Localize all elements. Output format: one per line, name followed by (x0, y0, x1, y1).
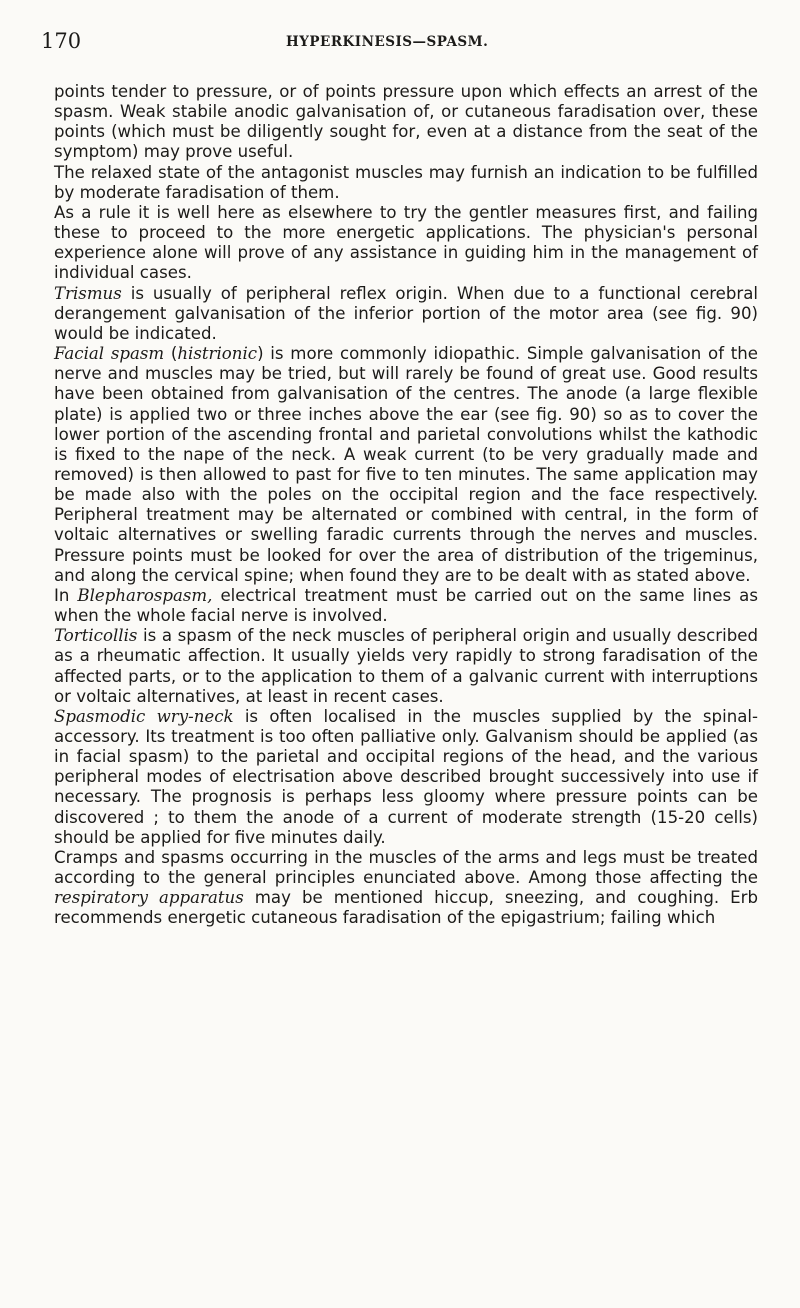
paragraph-text: is often localised in the muscles supplied by the spinal-accessory. Its treatment is too often palliative only. Galvanism should be applied (as in facial spasm) to the parietal and occipital regions of the head, and the various peripheral modes of electrisation above described brought successively into use if necessary. The prognosis is perhaps less gloomy where pressure points can be discovered ; to them the anode of a current of moderate strength (15-20 cells) should be applied for five minutes daily. (54, 706, 758, 847)
paragraph-text: electrical treatment must be carried out on the same lines as when the whole facial nerve is involved. (54, 585, 759, 626)
paragraph-text: In (54, 585, 78, 605)
paragraph-text: ) is more commonly idiopathic. Simple galvanisation of the nerve and muscles may be tried, but will rarely be found of great use. Good results have been obtained from galvanisation of the centres. The anode (a large flexible plate) is applied two or three inches above the ear (see fig. 90) so as to cover the lower portion of the ascending frontal and parietal convolutions whilst the kathodic is fixed to the nape of the neck. A weak current (to be very gradually made and removed) is then allowed to past for five to ten minutes. The same application may be made also with the poles on the occipital region and the face respectively. Peripheral treatment may be alternated or combined with central, in the form of voltaic alternatives or swelling faradic currents through the nerves and muscles. Pressure points must be looked for over the area of distribution of the trigeminus, and along the cervical spine; when found they are to be dealt with as stated above. (54, 344, 759, 585)
paragraph (54, 284, 758, 344)
italic-term: histrionic (177, 344, 258, 364)
paragraph (54, 203, 758, 284)
paragraph (54, 82, 758, 163)
paragraph-text: is usually of peripheral reflex origin. When due to a functional cerebral derangement galvanisation of the inferior portion of the motor area (see fig. 90) would be indicated. (54, 283, 758, 343)
paragraph (54, 344, 758, 586)
paragraph-text: ( (164, 344, 178, 364)
paragraph (54, 163, 758, 203)
italic-term: Spasmodic wry-neck (54, 706, 234, 726)
paragraph-text: The relaxed state of the antagonist muscles may furnish an indication to be fulfilled by moderate faradisation of them. (54, 162, 758, 202)
page-header (41, 29, 761, 53)
paragraph-text: As a rule it is well here as elsewhere to try the gentler measures first, and failing these to proceed to the more energetic applications. The physician's personal experience alone will prove of any assistance in guiding him in the management of individual cases. (54, 202, 758, 283)
italic-term: Torticollis (54, 626, 138, 646)
paragraph (54, 707, 758, 848)
paragraph (54, 848, 758, 929)
paragraph (54, 586, 758, 626)
page-number: 170 (41, 29, 82, 53)
italic-term: Blepharospasm, (77, 585, 213, 605)
italic-term: Facial spasm (54, 344, 165, 364)
paragraph-text: points tender to pressure, or of points pressure upon which effects an arrest of the spasm. Weak stabile anodic galvanisation of, or cutaneous faradisation over, these points (which must be diligently sought for, even at a distance from the seat of the symptom) may prove useful. (54, 82, 758, 162)
italic-term: respiratory apparatus (54, 888, 244, 908)
paragraph-text: is a spasm of the neck muscles of peripheral origin and usually described as a rheumatic affection. It usually yields very rapidly to strong faradisation of the affected parts, or to the application to them of a galvanic current with interruptions or voltaic alternatives, at least in recent cases. (54, 626, 758, 706)
paragraph (54, 626, 758, 707)
running-head: HYPERKINESIS—SPASM. (286, 34, 489, 50)
paragraph-text: may be mentioned hiccup, sneezing, and coughing. Erb recommends energetic cutaneous faradisation of the epigastrium; failing which (54, 888, 758, 928)
body-text (54, 82, 758, 929)
paragraph-text: Cramps and spasms occurring in the muscles of the arms and legs must be treated according to the general principles enunciated above. Among those affecting the (54, 847, 758, 888)
italic-term: Trismus (54, 283, 122, 303)
